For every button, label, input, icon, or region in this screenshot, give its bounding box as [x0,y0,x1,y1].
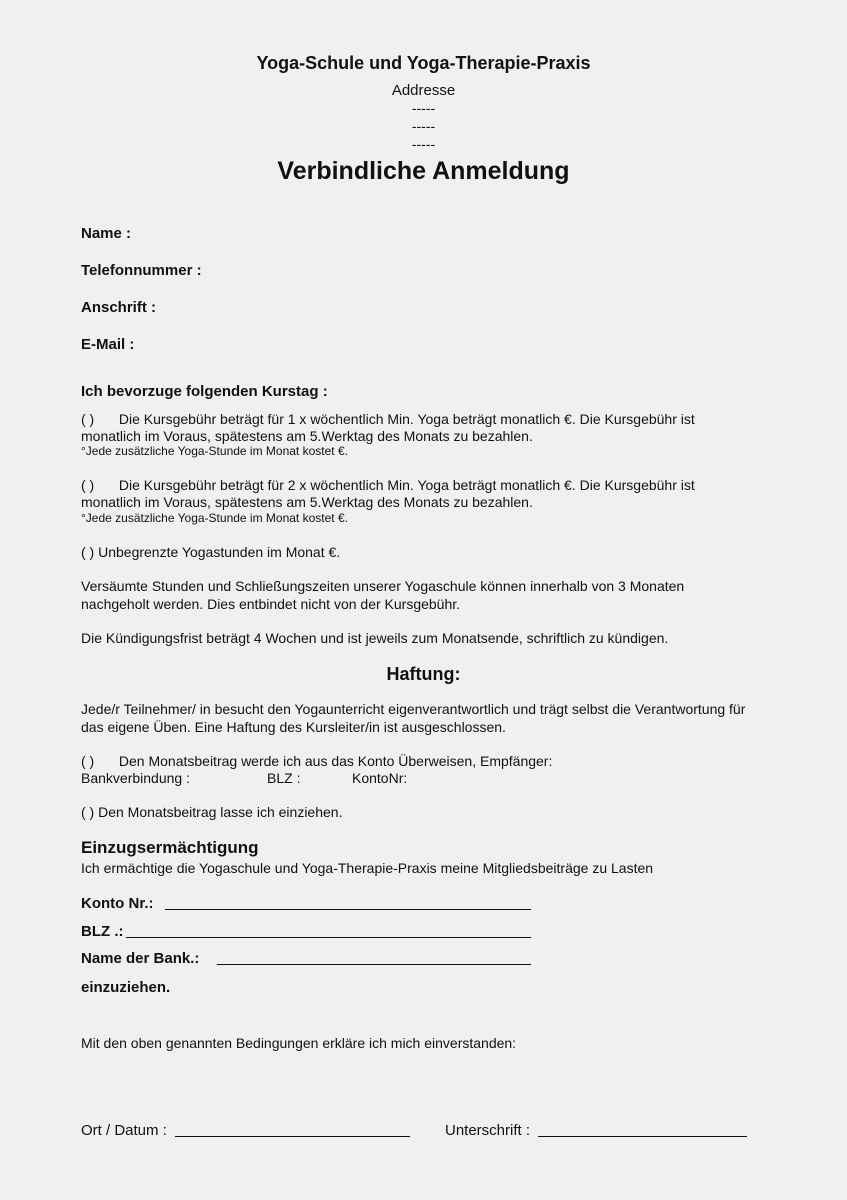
blz-line[interactable] [126,923,531,938]
mandate-text: Ich ermächtige die Yogaschule und Yoga-Therapie-Praxis meine Mitgliedsbeiträge zu Lasten [81,860,654,876]
bank-connection-label: Bankverbindung : [81,770,190,786]
account-number-label: KontoNr: [352,770,408,786]
blz-field-label: BLZ .: [81,923,124,940]
account-number-field-label: Konto Nr.: [81,895,154,912]
option-1-note: °Jede zusätzliche Yoga-Stunde im Monat kostet €. [81,444,348,458]
option-2-note: °Jede zusätzliche Yoga-Stunde im Monat kostet €. [81,511,348,525]
signature-label: Unterschrift : [445,1122,531,1139]
transfer-line [81,753,552,769]
address-line-2: ----- [411,118,436,134]
email-label: E-Mail : [81,336,135,353]
missed-lessons-line-2: nachgeholt werden. Dies entbindet nicht von der Kursgebühr. [81,596,461,612]
mandate-heading: Einzugsermächtigung [81,838,259,857]
signature-line[interactable] [538,1122,747,1137]
option-2-line-2: monatlich im Voraus, spätestens am 5.Werktag des Monats zu bezahlen. [81,494,533,510]
option-1-checkbox[interactable]: ( ) [81,411,95,427]
address-label: Addresse [391,82,456,99]
page-title: Verbindliche Anmeldung [277,157,570,185]
direct-debit-option[interactable]: ( ) Den Monatsbeitrag lasse ich einziehen. [81,804,343,820]
address-line-1: ----- [411,100,436,116]
consent-text: Mit den oben genannten Bedingungen erkläre ich mich einverstanden: [81,1035,517,1051]
account-number-line[interactable] [165,895,531,910]
option-3-unlimited[interactable]: ( ) Unbegrenzte Yogastunden im Monat €. [81,544,341,560]
name-label: Name : [81,225,132,242]
bank-name-line[interactable] [217,950,531,965]
blz-label: BLZ : [267,770,301,786]
place-date-line[interactable] [175,1122,410,1137]
liability-heading: Haftung: [386,664,461,684]
option-2-text: Die Kursgebühr beträgt für 2 x wöchentlich Min. Yoga beträgt monatlich €. Die Kursgebühr ist [118,477,695,493]
collect-text: einzuziehen. [81,979,171,996]
transfer-checkbox[interactable]: ( ) [81,753,95,769]
address-field-label: Anschrift : [81,299,156,316]
address-line-3: ----- [411,136,436,152]
cancellation-text: Die Kündigungsfrist beträgt 4 Wochen und ist jeweils zum Monatsende, schriftlich zu kündigen. [81,630,669,646]
liability-line-1: Jede/r Teilnehmer/ in besucht den Yogaunterricht eigenverantwortlich und trägt selbst die Verantwortung für [81,701,746,717]
option-1-line-1 [81,411,695,427]
option-2-line-1 [81,477,695,493]
school-name: Yoga-Schule und Yoga-Therapie-Praxis [256,53,591,73]
place-date-label: Ort / Datum : [81,1122,167,1139]
liability-line-2: das eigene Üben. Eine Haftung des Kursleiter/in ist ausgeschlossen. [81,719,506,735]
transfer-text: Den Monatsbeitrag werde ich aus das Konto Überweisen, Empfänger: [118,753,553,769]
bank-name-field-label: Name der Bank.: [81,950,200,967]
option-2-checkbox[interactable]: ( ) [81,477,95,493]
course-heading: Ich bevorzuge folgenden Kurstag : [81,383,328,400]
option-1-line-2: monatlich im Voraus, spätestens am 5.Werktag des Monats zu bezahlen. [81,428,533,444]
option-1-text: Die Kursgebühr beträgt für 1 x wöchentlich Min. Yoga beträgt monatlich €. Die Kursgebühr ist [118,411,695,427]
phone-label: Telefonnummer : [81,262,202,279]
missed-lessons-line-1: Versäumte Stunden und Schließungszeiten unserer Yogaschule können innerhalb von 3 Monaten [81,578,685,594]
